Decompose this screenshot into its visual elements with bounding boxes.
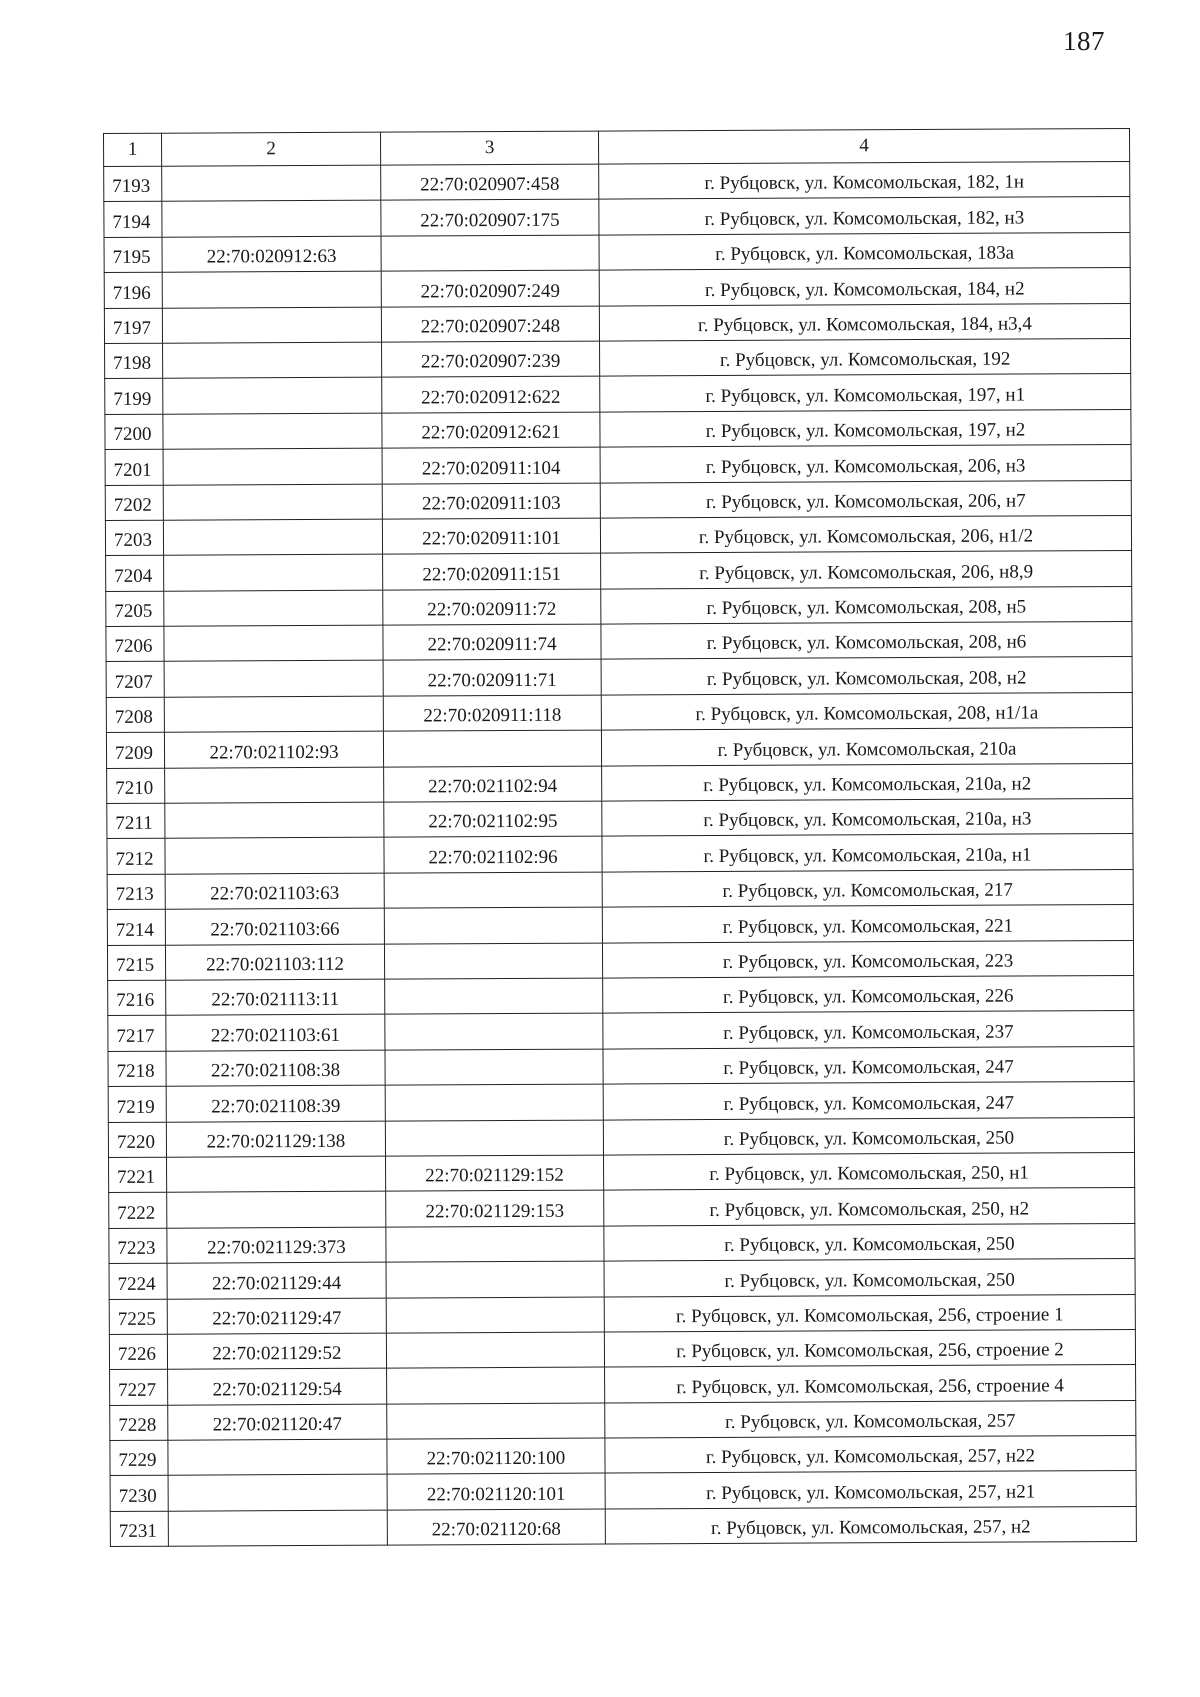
table-row bbox=[105, 374, 1131, 414]
table-row bbox=[109, 1223, 1135, 1263]
cadastral-number-cell-col3: 22:70:020907:239 bbox=[382, 341, 600, 377]
cadastral-number-cell-col2 bbox=[167, 1156, 386, 1192]
table-row bbox=[106, 692, 1132, 732]
address-cell: г. Рубцовск, ул. Комсомольская, 226 bbox=[603, 975, 1134, 1013]
cadastral-number-cell-col2 bbox=[164, 696, 383, 732]
cadastral-number-cell-col3 bbox=[385, 1120, 603, 1156]
cadastral-number-cell-col3: 22:70:020911:151 bbox=[383, 553, 601, 589]
address-cell: г. Рубцовск, ул. Комсомольская, 210а, н3 bbox=[602, 799, 1133, 837]
cadastral-number-cell-col3: 22:70:020911:71 bbox=[383, 660, 601, 696]
address-cell: г. Рубцовск, ул. Комсомольская, 210а bbox=[601, 728, 1132, 766]
address-cell: г. Рубцовск, ул. Комсомольская, 206, н1/2 bbox=[600, 515, 1131, 553]
table-row bbox=[110, 1506, 1136, 1546]
cadastral-number-cell-col3: 22:70:021102:95 bbox=[384, 801, 602, 837]
table-row bbox=[107, 799, 1133, 839]
column-header-2: 2 bbox=[162, 132, 381, 166]
row-number-cell: 7219 bbox=[108, 1086, 166, 1122]
address-cell: г. Рубцовск, ул. Комсомольская, 223 bbox=[602, 940, 1133, 978]
row-number-cell: 7223 bbox=[109, 1228, 167, 1264]
row-number-cell: 7221 bbox=[109, 1157, 167, 1193]
table-row bbox=[104, 303, 1130, 343]
table-row bbox=[104, 161, 1130, 201]
cadastral-number-cell-col2: 22:70:021129:44 bbox=[167, 1262, 386, 1298]
cadastral-number-cell-col2 bbox=[164, 625, 383, 661]
address-cell: г. Рубцовск, ул. Комсомольская, 247 bbox=[603, 1046, 1134, 1084]
table-row bbox=[108, 975, 1134, 1015]
row-number-cell: 7193 bbox=[104, 166, 162, 202]
cadastral-number-cell-col3 bbox=[385, 978, 603, 1014]
page-number: 187 bbox=[1063, 26, 1105, 56]
cadastral-number-cell-col3: 22:70:020907:248 bbox=[381, 306, 599, 342]
cadastral-number-cell-col2 bbox=[164, 590, 383, 626]
cadastral-number-cell-col2: 22:70:021129:138 bbox=[166, 1121, 385, 1157]
row-number-cell: 7231 bbox=[110, 1511, 168, 1547]
cadastral-number-cell-col2 bbox=[168, 1475, 387, 1511]
address-cell: г. Рубцовск, ул. Комсомольская, 210а, н2 bbox=[602, 763, 1133, 801]
address-cell: г. Рубцовск, ул. Комсомольская, 237 bbox=[603, 1011, 1134, 1049]
table-body bbox=[104, 161, 1137, 1546]
row-number-cell: 7217 bbox=[108, 1016, 166, 1052]
column-header-1: 1 bbox=[104, 133, 162, 166]
cadastral-number-cell-col3 bbox=[385, 1049, 603, 1085]
cadastral-number-cell-col3: 22:70:020911:101 bbox=[382, 518, 600, 554]
address-cell: г. Рубцовск, ул. Комсомольская, 182, 1н bbox=[599, 161, 1130, 199]
row-number-cell: 7216 bbox=[108, 980, 166, 1016]
cadastral-number-cell-col2: 22:70:021102:93 bbox=[164, 731, 383, 767]
table-row bbox=[107, 763, 1133, 803]
cadastral-number-cell-col2 bbox=[163, 519, 382, 555]
row-number-cell: 7230 bbox=[110, 1476, 168, 1512]
column-header-4: 4 bbox=[598, 128, 1129, 164]
cadastral-number-cell-col3: 22:70:020911:103 bbox=[382, 483, 600, 519]
row-number-cell: 7199 bbox=[105, 379, 163, 415]
table-row bbox=[104, 232, 1130, 272]
cadastral-number-cell-col3 bbox=[385, 1013, 603, 1049]
cadastral-number-cell-col2: 22:70:021113:11 bbox=[166, 979, 385, 1015]
table-row bbox=[107, 869, 1133, 909]
table-row bbox=[106, 586, 1132, 626]
cadastral-number-cell-col2: 22:70:021103:112 bbox=[165, 944, 384, 980]
cadastral-number-cell-col2: 22:70:021108:38 bbox=[166, 1050, 385, 1086]
table-row bbox=[106, 622, 1132, 662]
cadastral-number-cell-col2: 22:70:020912:63 bbox=[162, 236, 381, 272]
address-cell: г. Рубцовск, ул. Комсомольская, 208, н6 bbox=[601, 622, 1132, 660]
cadastral-number-cell-col3: 22:70:020912:622 bbox=[382, 376, 600, 412]
cadastral-number-cell-col3 bbox=[386, 1297, 604, 1333]
address-cell: г. Рубцовск, ул. Комсомольская, 256, строение 1 bbox=[604, 1294, 1135, 1332]
cadastral-number-cell-col2 bbox=[165, 767, 384, 803]
row-number-cell: 7208 bbox=[106, 697, 164, 733]
row-number-cell: 7210 bbox=[107, 768, 165, 804]
table-row bbox=[104, 197, 1130, 237]
header-row bbox=[104, 128, 1130, 166]
table-row bbox=[109, 1152, 1135, 1192]
row-number-cell: 7204 bbox=[106, 556, 164, 592]
address-cell: г. Рубцовск, ул. Комсомольская, 247 bbox=[603, 1082, 1134, 1120]
address-cell: г. Рубцовск, ул. Комсомольская, 210а, н1 bbox=[602, 834, 1133, 872]
table-row bbox=[107, 940, 1133, 980]
address-cell: г. Рубцовск, ул. Комсомольская, 250 bbox=[603, 1117, 1134, 1155]
cadastral-number-cell-col2 bbox=[163, 413, 382, 449]
address-cell: г. Рубцовск, ул. Комсомольская, 182, н3 bbox=[599, 197, 1130, 235]
address-cell: г. Рубцовск, ул. Комсомольская, 206, н3 bbox=[600, 445, 1131, 483]
cadastral-number-cell-col3 bbox=[384, 872, 602, 908]
table-row bbox=[108, 1117, 1134, 1157]
cadastral-number-cell-col3: 22:70:021102:94 bbox=[384, 766, 602, 802]
cadastral-number-cell-col2 bbox=[162, 271, 381, 307]
row-number-cell: 7218 bbox=[108, 1051, 166, 1087]
table-row bbox=[108, 1082, 1134, 1122]
row-number-cell: 7229 bbox=[110, 1440, 168, 1476]
cadastral-number-cell-col3 bbox=[381, 235, 599, 271]
row-number-cell: 7220 bbox=[108, 1122, 166, 1158]
table-row bbox=[109, 1294, 1135, 1334]
address-cell: г. Рубцовск, ул. Комсомольская, 257, н21 bbox=[605, 1471, 1136, 1509]
cadastral-number-cell-col2 bbox=[165, 838, 384, 874]
address-cell: г. Рубцовск, ул. Комсомольская, 184, н3,4 bbox=[599, 303, 1130, 341]
table-row bbox=[105, 409, 1131, 449]
address-cell: г. Рубцовск, ул. Комсомольская, 250, н2 bbox=[604, 1188, 1135, 1226]
cadastral-number-cell-col3 bbox=[385, 1084, 603, 1120]
column-header-3: 3 bbox=[380, 131, 598, 165]
cadastral-number-cell-col3: 22:70:020911:118 bbox=[383, 695, 601, 731]
cadastral-number-cell-col2: 22:70:021129:54 bbox=[168, 1368, 387, 1404]
row-number-cell: 7205 bbox=[106, 591, 164, 627]
cadastral-number-cell-col2 bbox=[164, 554, 383, 590]
cadastral-number-cell-col3: 22:70:020911:72 bbox=[383, 589, 601, 625]
row-number-cell: 7215 bbox=[107, 945, 165, 981]
cadastral-number-cell-col2 bbox=[162, 201, 381, 237]
table-row bbox=[110, 1436, 1136, 1476]
cadastral-number-cell-col3: 22:70:021102:96 bbox=[384, 836, 602, 872]
cadastral-number-cell-col3: 22:70:020907:175 bbox=[381, 199, 599, 235]
cadastral-number-cell-col2 bbox=[162, 307, 381, 343]
table-row bbox=[106, 551, 1132, 591]
address-cell: г. Рубцовск, ул. Комсомольская, 256, строение 4 bbox=[605, 1365, 1136, 1403]
table-row bbox=[108, 1046, 1134, 1086]
row-number-cell: 7206 bbox=[106, 626, 164, 662]
cadastral-number-cell-col2: 22:70:021103:63 bbox=[165, 873, 384, 909]
table-row bbox=[106, 657, 1132, 697]
cadastral-number-cell-col3 bbox=[386, 1332, 604, 1368]
cadastral-number-cell-col3: 22:70:021120:101 bbox=[387, 1474, 605, 1510]
table-row bbox=[107, 834, 1133, 874]
table-row bbox=[110, 1400, 1136, 1440]
cadastral-number-cell-col2: 22:70:021129:373 bbox=[167, 1227, 386, 1263]
cadastral-number-cell-col2 bbox=[164, 661, 383, 697]
address-cell: г. Рубцовск, ул. Комсомольская, 208, н1/1а bbox=[601, 692, 1132, 730]
row-number-cell: 7195 bbox=[104, 237, 162, 273]
cadastral-number-cell-col3 bbox=[384, 943, 602, 979]
row-number-cell: 7197 bbox=[104, 308, 162, 344]
cadastral-number-cell-col3: 22:70:021120:100 bbox=[387, 1438, 605, 1474]
cadastral-number-cell-col2 bbox=[163, 342, 382, 378]
cadastral-number-cell-col3 bbox=[383, 730, 601, 766]
address-cell: г. Рубцовск, ул. Комсомольская, 208, н2 bbox=[601, 657, 1132, 695]
table-row bbox=[105, 480, 1131, 520]
row-number-cell: 7222 bbox=[109, 1193, 167, 1229]
row-number-cell: 7196 bbox=[104, 272, 162, 308]
cadastral-number-cell-col3: 22:70:021129:153 bbox=[386, 1190, 604, 1226]
table-header bbox=[104, 128, 1130, 166]
address-cell: г. Рубцовск, ул. Комсомольская, 221 bbox=[602, 905, 1133, 943]
cadastral-number-cell-col2 bbox=[168, 1439, 387, 1475]
address-cell: г. Рубцовск, ул. Комсомольская, 206, н7 bbox=[600, 480, 1131, 518]
cadastral-number-cell-col2 bbox=[162, 165, 381, 201]
row-number-cell: 7225 bbox=[109, 1299, 167, 1335]
address-cell: г. Рубцовск, ул. Комсомольская, 192 bbox=[600, 338, 1131, 376]
cadastral-number-cell-col2 bbox=[163, 377, 382, 413]
cadastral-number-cell-col2: 22:70:021108:39 bbox=[166, 1085, 385, 1121]
cadastral-number-cell-col3 bbox=[387, 1367, 605, 1403]
cadastral-number-cell-col3: 22:70:020907:249 bbox=[381, 270, 599, 306]
row-number-cell: 7212 bbox=[107, 839, 165, 875]
cadastral-number-cell-col3 bbox=[386, 1261, 604, 1297]
cadastral-number-cell-col3: 22:70:020911:74 bbox=[383, 624, 601, 660]
cadastral-number-cell-col2 bbox=[165, 802, 384, 838]
cadastral-number-cell-col3 bbox=[384, 907, 602, 943]
row-number-cell: 7200 bbox=[105, 414, 163, 450]
cadastral-number-cell-col3 bbox=[386, 1226, 604, 1262]
cadastral-number-cell-col2: 22:70:021103:66 bbox=[165, 908, 384, 944]
address-cell: г. Рубцовск, ул. Комсомольская, 184, н2 bbox=[599, 268, 1130, 306]
table-row bbox=[104, 268, 1130, 308]
address-cell: г. Рубцовск, ул. Комсомольская, 206, н8,9 bbox=[601, 551, 1132, 589]
table-row bbox=[110, 1471, 1136, 1511]
address-cell: г. Рубцовск, ул. Комсомольская, 183а bbox=[599, 232, 1130, 270]
row-number-cell: 7226 bbox=[109, 1334, 167, 1370]
cadastral-number-cell-col3 bbox=[387, 1403, 605, 1439]
cadastral-number-cell-col2 bbox=[168, 1510, 387, 1546]
table-row bbox=[106, 728, 1132, 768]
cadastral-number-cell-col3: 22:70:021120:68 bbox=[387, 1509, 605, 1545]
table-row bbox=[109, 1329, 1135, 1369]
row-number-cell: 7194 bbox=[104, 202, 162, 238]
row-number-cell: 7202 bbox=[105, 485, 163, 521]
address-cell: г. Рубцовск, ул. Комсомольская, 208, н5 bbox=[601, 586, 1132, 624]
address-cell: г. Рубцовск, ул. Комсомольская, 257 bbox=[605, 1400, 1136, 1438]
address-cell: г. Рубцовск, ул. Комсомольская, 250 bbox=[604, 1259, 1135, 1297]
cadastral-number-cell-col3: 22:70:020911:104 bbox=[382, 447, 600, 483]
registry-table bbox=[103, 128, 1137, 1547]
table-row bbox=[109, 1259, 1135, 1299]
cadastral-number-cell-col2: 22:70:021120:47 bbox=[168, 1404, 387, 1440]
address-cell: г. Рубцовск, ул. Комсомольская, 250, н1 bbox=[604, 1152, 1135, 1190]
row-number-cell: 7203 bbox=[105, 520, 163, 556]
cadastral-number-cell-col2 bbox=[163, 484, 382, 520]
table-row bbox=[110, 1365, 1136, 1405]
cadastral-number-cell-col3: 22:70:020912:621 bbox=[382, 412, 600, 448]
address-cell: г. Рубцовск, ул. Комсомольская, 197, н2 bbox=[600, 409, 1131, 447]
cadastral-number-cell-col3: 22:70:020907:458 bbox=[381, 164, 599, 200]
row-number-cell: 7227 bbox=[110, 1369, 168, 1405]
table-row bbox=[105, 338, 1131, 378]
row-number-cell: 7211 bbox=[107, 803, 165, 839]
cadastral-number-cell-col2: 22:70:021129:47 bbox=[167, 1298, 386, 1334]
address-cell: г. Рубцовск, ул. Комсомольская, 250 bbox=[604, 1223, 1135, 1261]
table-row bbox=[105, 445, 1131, 485]
row-number-cell: 7214 bbox=[107, 909, 165, 945]
address-cell: г. Рубцовск, ул. Комсомольская, 256, строение 2 bbox=[604, 1329, 1135, 1367]
address-cell: г. Рубцовск, ул. Комсомольская, 197, н1 bbox=[600, 374, 1131, 412]
row-number-cell: 7228 bbox=[110, 1405, 168, 1441]
table-row bbox=[107, 905, 1133, 945]
row-number-cell: 7207 bbox=[106, 662, 164, 698]
address-cell: г. Рубцовск, ул. Комсомольская, 217 bbox=[602, 869, 1133, 907]
cadastral-number-cell-col2 bbox=[163, 448, 382, 484]
table-row bbox=[108, 1011, 1134, 1051]
row-number-cell: 7209 bbox=[106, 732, 164, 768]
cadastral-number-cell-col2: 22:70:021103:61 bbox=[166, 1015, 385, 1051]
row-number-cell: 7201 bbox=[105, 449, 163, 485]
address-cell: г. Рубцовск, ул. Комсомольская, 257, н22 bbox=[605, 1436, 1136, 1474]
table-row bbox=[109, 1188, 1135, 1228]
address-cell: г. Рубцовск, ул. Комсомольская, 257, н2 bbox=[605, 1506, 1136, 1544]
cadastral-number-cell-col2: 22:70:021129:52 bbox=[167, 1333, 386, 1369]
table-row bbox=[105, 515, 1131, 555]
row-number-cell: 7213 bbox=[107, 874, 165, 910]
row-number-cell: 7224 bbox=[109, 1263, 167, 1299]
cadastral-number-cell-col2 bbox=[167, 1191, 386, 1227]
cadastral-number-cell-col3: 22:70:021129:152 bbox=[386, 1155, 604, 1191]
row-number-cell: 7198 bbox=[105, 343, 163, 379]
